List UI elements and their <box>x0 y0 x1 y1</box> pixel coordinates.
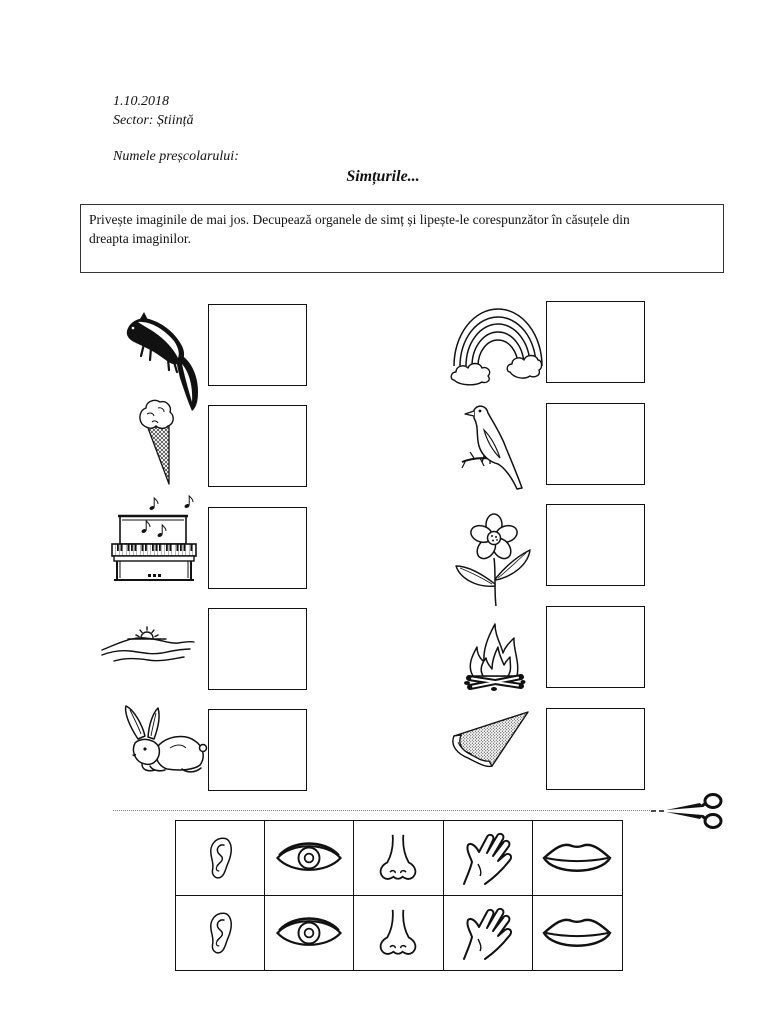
lips-icon <box>541 838 613 878</box>
instructions-line: Privește imaginile de mai jos. Decupează organele de simț și lipește-le corespunzător în căsuțele din <box>89 212 630 227</box>
instructions-box <box>80 204 724 273</box>
lips-icon <box>541 913 613 953</box>
answer-box <box>546 403 645 485</box>
answer-box <box>208 709 307 791</box>
worksheet-title: Simțurile... <box>346 168 420 185</box>
sector-label: Sector: Știință <box>113 113 194 128</box>
answer-box <box>546 606 645 688</box>
ice-cream-icon <box>138 398 176 486</box>
rainbow-icon <box>446 300 544 386</box>
bird-icon <box>460 402 524 490</box>
nose-icon <box>373 833 423 883</box>
cutout-cell <box>444 821 533 896</box>
cutout-cell <box>265 821 354 896</box>
cutout-cell <box>354 896 443 971</box>
date-label: 1.10.2018 <box>113 94 169 109</box>
instructions-line: dreapta imaginilor. <box>89 231 191 246</box>
pizza-slice-icon <box>446 708 532 772</box>
cutout-cell <box>354 821 443 896</box>
cut-line <box>113 810 650 811</box>
cutout-cell <box>533 821 622 896</box>
answer-box <box>208 608 307 690</box>
answer-box <box>546 504 645 586</box>
hand-icon <box>457 903 519 963</box>
answer-box <box>208 507 307 589</box>
answer-box <box>546 301 645 383</box>
cutout-grid <box>175 820 623 971</box>
flower-icon <box>452 512 532 608</box>
cutout-cell <box>265 896 354 971</box>
answer-box <box>208 304 307 386</box>
cutout-cell <box>176 821 265 896</box>
scissors-icon <box>650 792 724 830</box>
eye-icon <box>274 911 344 955</box>
skunk-icon <box>124 312 202 412</box>
hand-icon <box>457 828 519 888</box>
eye-icon <box>274 836 344 880</box>
cutout-cell <box>533 896 622 971</box>
sunrise-landscape-icon <box>100 622 196 664</box>
cutout-cell <box>444 896 533 971</box>
answer-box <box>208 405 307 487</box>
piano-icon <box>108 494 200 582</box>
answer-box <box>546 708 645 790</box>
ear-icon <box>205 908 235 958</box>
nose-icon <box>373 908 423 958</box>
campfire-icon <box>464 620 526 692</box>
rabbit-icon <box>120 704 208 776</box>
ear-icon <box>205 833 235 883</box>
child-name-label: Numele preșcolarului: <box>113 149 239 164</box>
cutout-cell <box>176 896 265 971</box>
